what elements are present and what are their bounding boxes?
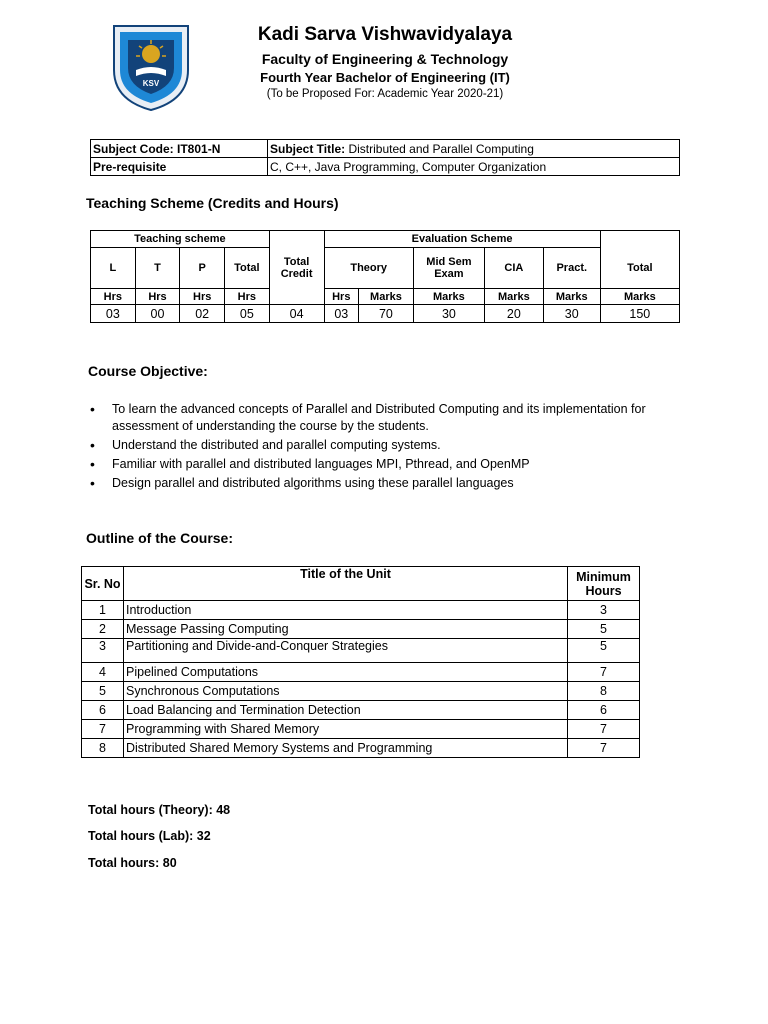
value-cell: 02 xyxy=(180,305,225,323)
title-cell: Synchronous Computations xyxy=(124,682,568,701)
subject-table xyxy=(90,139,680,176)
value-cell: 70 xyxy=(359,305,414,323)
col-min-hours: Minimum Hours xyxy=(568,567,640,601)
value-cell: 20 xyxy=(484,305,543,323)
hours-cell: 7 xyxy=(568,720,640,739)
teaching-scheme-table xyxy=(90,230,680,323)
unit-cell: Hrs xyxy=(225,289,270,305)
subject-code: Subject Code: IT801-N xyxy=(91,140,268,158)
faculty-name: Faculty of Engineering & Technology xyxy=(261,51,509,67)
title-cell: Distributed Shared Memory Systems and Programming xyxy=(124,739,568,758)
value-cell: 00 xyxy=(135,305,180,323)
sr-cell: 8 xyxy=(82,739,124,758)
hours-cell: 6 xyxy=(568,701,640,720)
objective-item: • Understand the distributed and parallel computing systems. xyxy=(88,437,668,454)
table-row xyxy=(82,620,640,639)
col-total: Total xyxy=(225,248,270,289)
col-grand-total: Total xyxy=(600,248,679,289)
value-cell: 03 xyxy=(91,305,136,323)
blank-cell xyxy=(600,231,679,248)
hours-cell: 5 xyxy=(568,639,640,663)
title-cell: Message Passing Computing xyxy=(124,620,568,639)
title-cell: Programming with Shared Memory xyxy=(124,720,568,739)
col-l: L xyxy=(91,248,136,289)
value-cell: 30 xyxy=(543,305,600,323)
unit-cell: Hrs xyxy=(135,289,180,305)
teaching-scheme-heading: Teaching Scheme (Credits and Hours) xyxy=(86,195,339,211)
total-credit-header: Total Credit xyxy=(269,231,324,305)
program-name: Fourth Year Bachelor of Engineering (IT) xyxy=(260,70,510,85)
unit-cell: Marks xyxy=(543,289,600,305)
unit-cell: Marks xyxy=(359,289,414,305)
sr-cell: 4 xyxy=(82,663,124,682)
unit-cell: Marks xyxy=(413,289,484,305)
objective-list xyxy=(88,401,668,494)
prereq-label: Pre-requisite xyxy=(91,158,268,176)
table-row xyxy=(82,739,640,758)
value-cell: 150 xyxy=(600,305,679,323)
col-p: P xyxy=(180,248,225,289)
table-row xyxy=(82,601,640,620)
table-row xyxy=(82,720,640,739)
table-row xyxy=(82,682,640,701)
outline-table xyxy=(81,566,640,758)
title-cell: Partitioning and Divide-and-Conquer Strategies xyxy=(124,639,568,663)
value-cell: 04 xyxy=(269,305,324,323)
subject-title-value: Distributed and Parallel Computing xyxy=(345,141,534,156)
table-row xyxy=(82,663,640,682)
col-title: Title of the Unit xyxy=(124,567,568,601)
svg-text:KSV: KSV xyxy=(142,79,160,88)
sr-cell: 3 xyxy=(82,639,124,663)
subject-title-cell xyxy=(268,140,680,158)
outline-heading: Outline of the Course: xyxy=(86,530,233,546)
value-cell: 30 xyxy=(413,305,484,323)
hours-cell: 7 xyxy=(568,739,640,758)
title-cell: Introduction xyxy=(124,601,568,620)
subject-title-label: Subject Title: xyxy=(270,141,346,156)
sr-cell: 2 xyxy=(82,620,124,639)
academic-year-note: (To be Proposed For: Academic Year 2020-21) xyxy=(266,88,504,100)
sr-cell: 7 xyxy=(82,720,124,739)
teaching-scheme-group: Teaching scheme xyxy=(91,231,270,248)
sr-cell: 5 xyxy=(82,682,124,701)
col-cia: CIA xyxy=(484,248,543,289)
value-cell: 03 xyxy=(324,305,359,323)
hours-cell: 7 xyxy=(568,663,640,682)
col-t: T xyxy=(135,248,180,289)
unit-cell: Hrs xyxy=(91,289,136,305)
sr-cell: 1 xyxy=(82,601,124,620)
objective-item: • Familiar with parallel and distributed languages MPI, Pthread, and OpenMP xyxy=(88,456,668,473)
hours-cell: 8 xyxy=(568,682,640,701)
col-theory: Theory xyxy=(324,248,413,289)
title-cell: Load Balancing and Termination Detection xyxy=(124,701,568,720)
col-sr-no: Sr. No xyxy=(82,567,124,601)
hours-cell: 5 xyxy=(568,620,640,639)
university-name: Kadi Sarva Vishwavidyalaya xyxy=(257,24,513,45)
value-cell: 05 xyxy=(225,305,270,323)
evaluation-scheme-group: Evaluation Scheme xyxy=(324,231,600,248)
table-row xyxy=(82,701,640,720)
ksv-shield-logo-icon xyxy=(106,20,196,112)
title-cell: Pipelined Computations xyxy=(124,663,568,682)
unit-cell: Hrs xyxy=(324,289,359,305)
objective-item: • Design parallel and distributed algorithms using these parallel languages xyxy=(88,475,668,492)
objective-item: • To learn the advanced concepts of Parallel and Distributed Computing and its implementation for assessment of understanding the course by the students. xyxy=(88,401,668,435)
col-pract: Pract. xyxy=(543,248,600,289)
course-objective-heading: Course Objective: xyxy=(88,363,208,379)
total-hours-all: Total hours: 80 xyxy=(88,856,177,870)
total-hours-lab: Total hours (Lab): 32 xyxy=(88,829,211,843)
table-row xyxy=(82,639,640,663)
prereq-value: C, C++, Java Programming, Computer Organization xyxy=(268,158,680,176)
unit-cell: Marks xyxy=(600,289,679,305)
col-mid-sem: Mid Sem Exam xyxy=(413,248,484,289)
total-hours-theory: Total hours (Theory): 48 xyxy=(88,803,231,817)
sr-cell: 6 xyxy=(82,701,124,720)
hours-cell: 3 xyxy=(568,601,640,620)
unit-cell: Marks xyxy=(484,289,543,305)
unit-cell: Hrs xyxy=(180,289,225,305)
